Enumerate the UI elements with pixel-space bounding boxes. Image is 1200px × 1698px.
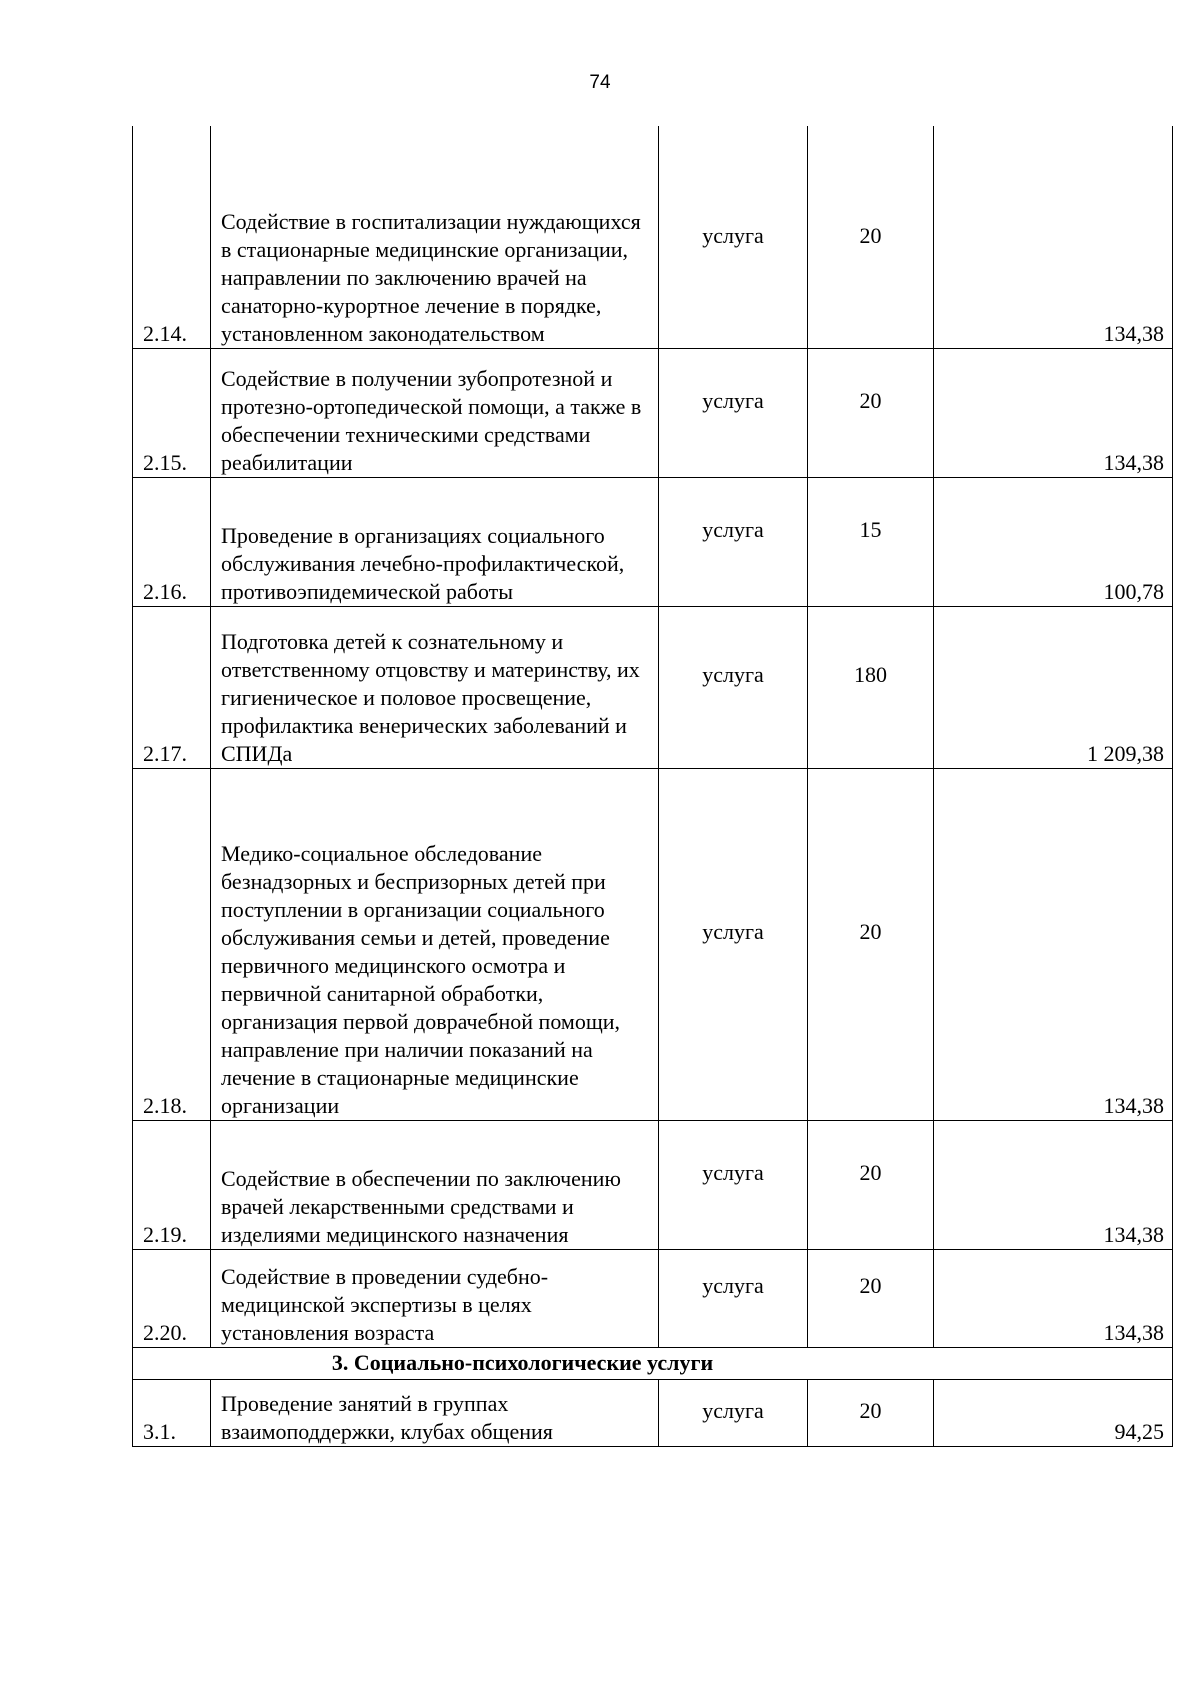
unit-cell	[659, 126, 808, 348]
quantity-text: 180	[854, 662, 887, 687]
unit-text: услуга	[702, 223, 764, 248]
service-name	[211, 477, 659, 606]
quantity-text: 20	[859, 919, 882, 944]
service-name-text: Подготовка детей к сознательному и ответственному отцовству и материнству, их гигиеническое и половое просвещение, профилактика венерических заболеваний и СПИДа	[221, 628, 640, 766]
unit-text: услуга	[702, 387, 764, 413]
price-cell: 94,25	[934, 1379, 1173, 1446]
row-number: 2.15.	[133, 348, 211, 477]
quantity-text: 20	[859, 387, 882, 413]
table-row	[133, 348, 1173, 477]
service-name-text: Содействие в госпитализации нуждающихся в стационарные медицинские организации, направлении по заключению врачей на санаторно-курортное лечение в порядке, установленном законодательством	[221, 208, 641, 346]
service-name	[211, 1249, 659, 1347]
section-title	[133, 1347, 1173, 1379]
table-row	[133, 1120, 1173, 1249]
services-table	[132, 126, 1173, 1447]
quantity-cell	[808, 606, 934, 768]
price-cell: 134,38	[934, 1120, 1173, 1249]
unit-text: услуга	[702, 662, 764, 687]
row-number: 2.18.	[133, 768, 211, 1120]
unit-cell	[659, 348, 808, 477]
price-cell: 1 209,38	[934, 606, 1173, 768]
quantity-cell	[808, 1120, 934, 1249]
quantity-cell	[808, 348, 934, 477]
price-cell: 134,38	[934, 126, 1173, 348]
table-row	[133, 126, 1173, 348]
row-number: 2.19.	[133, 1120, 211, 1249]
unit-text: услуга	[702, 1273, 764, 1298]
price-cell: 134,38	[934, 348, 1173, 477]
service-name-text: Содействие в проведении судебно-медицинской экспертизы в целях установления возраста	[221, 1263, 549, 1345]
row-number: 2.16.	[133, 477, 211, 606]
service-name	[211, 1120, 659, 1249]
service-name	[211, 606, 659, 768]
row-number: 2.20.	[133, 1249, 211, 1347]
quantity-cell	[808, 477, 934, 606]
quantity-text: 20	[859, 1397, 882, 1423]
price-cell: 134,38	[934, 1249, 1173, 1347]
section-header-row	[133, 1347, 1173, 1379]
unit-text: услуга	[702, 516, 764, 542]
unit-cell	[659, 477, 808, 606]
unit-cell	[659, 1379, 808, 1446]
service-name	[211, 126, 659, 348]
unit-cell	[659, 1120, 808, 1249]
table-row	[133, 606, 1173, 768]
service-name-text: Содействие в получении зубопротезной и протезно-ортопедической помощи, а также в обеспечении техническими средствами реабилитации	[221, 365, 642, 475]
unit-text: услуга	[702, 919, 764, 944]
quantity-cell	[808, 126, 934, 348]
service-name	[211, 768, 659, 1120]
row-number: 2.14.	[133, 126, 211, 348]
service-name	[211, 348, 659, 477]
unit-cell	[659, 768, 808, 1120]
service-name-text: Проведение в организациях социального обслуживания лечебно-профилактической, противоэпидемической работы	[221, 522, 625, 604]
quantity-text: 20	[859, 1159, 882, 1185]
quantity-text: 20	[859, 223, 882, 248]
table-row	[133, 477, 1173, 606]
unit-cell	[659, 606, 808, 768]
price-cell: 134,38	[934, 768, 1173, 1120]
service-name-text: Содействие в обеспечении по заключению врачей лекарственными средствами и изделиями медицинского назначения	[221, 1165, 621, 1247]
table-row	[133, 1249, 1173, 1347]
price-cell: 100,78	[934, 477, 1173, 606]
service-name-text: Медико-социальное обследование безнадзорных и беспризорных детей при поступлении в организации социального обслуживания семьи и детей, проведение первичного медицинского осмотра и первичной санитарной обработки, организация первой доврачебной помощи, направление при наличии показаний на лечение в стационарные медицинские организации	[221, 840, 621, 1118]
quantity-cell	[808, 1249, 934, 1347]
quantity-cell	[808, 1379, 934, 1446]
table-row	[133, 1379, 1173, 1446]
service-name	[211, 1379, 659, 1446]
row-number: 2.17.	[133, 606, 211, 768]
quantity-cell	[808, 768, 934, 1120]
row-number: 3.1.	[133, 1379, 211, 1446]
unit-text: услуга	[702, 1159, 764, 1185]
unit-cell	[659, 1249, 808, 1347]
quantity-text: 20	[859, 1273, 882, 1298]
quantity-text: 15	[859, 516, 882, 542]
service-name-text: Проведение занятий в группах взаимоподдержки, клубах общения	[221, 1390, 553, 1444]
section-title-text: 3. Социально-психологические услуги	[331, 1350, 714, 1375]
unit-text: услуга	[702, 1397, 764, 1423]
table-row	[133, 768, 1173, 1120]
page-number: 74	[589, 72, 611, 93]
